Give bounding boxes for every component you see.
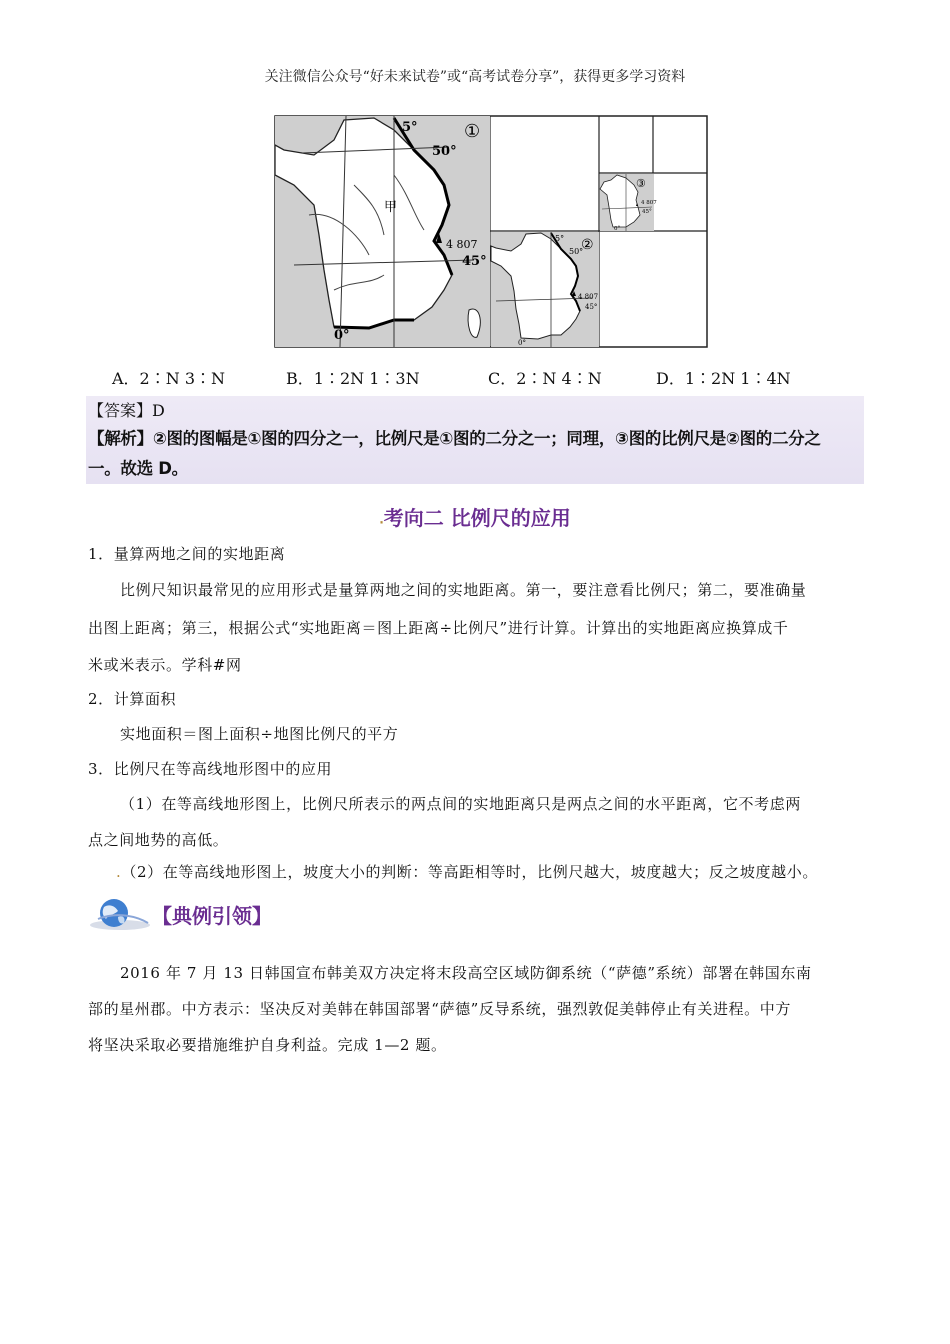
analysis-line-1: ②图的图幅是①图的四分之一，比例尺是①图的二分之一；同理，③图的比例尺是②图的二分之 xyxy=(152,429,821,448)
map1-lat-bottom: 45° xyxy=(462,254,487,269)
globe-icon xyxy=(88,893,152,933)
map2-lat-top: 50° xyxy=(569,247,584,256)
map2-peak: 4 807 xyxy=(578,293,599,301)
answer-value: D xyxy=(152,401,165,420)
item1-paragraph-line-3: 米或米表示。学科#网 xyxy=(88,656,242,674)
item3-paragraph-line-3: .（2）在等高线地形图上，坡度大小的判断：等高距相等时，比例尺越大，坡度越大；反之坡度越小。 xyxy=(116,863,818,881)
section-title: .考向二 比例尺的应用 xyxy=(379,506,571,530)
option-d: D．1∶2N 1∶4N xyxy=(656,369,791,388)
answer-label: 【答案】 xyxy=(88,401,153,420)
example-title: 【典例引领】 xyxy=(152,904,272,928)
analysis-line-2: 一。故选 D。 xyxy=(88,459,188,478)
map2-lat-bottom: 45° xyxy=(585,303,598,311)
item1-paragraph-line-1: 比例尺知识最常见的应用形式是量算两地之间的实地距离。第一，要注意看比例尺；第二，要准确量 xyxy=(120,581,807,599)
map2-lon-bottom: 0° xyxy=(518,339,526,347)
section-title-text: 考向二 比例尺的应用 xyxy=(383,506,571,530)
option-c: C．2∶N 4∶N xyxy=(488,369,602,388)
option-b: B．1∶2N 1∶3N xyxy=(286,369,420,388)
item1-title: 1．量算两地之间的实地距离 xyxy=(88,545,286,563)
item3-paragraph-line-3-text: （2）在等高线地形图上，坡度大小的判断：等高距相等时，比例尺越大，坡度越大；反之坡度越小。 xyxy=(121,863,818,881)
map1-peak: 4 807 xyxy=(446,238,478,251)
map1-label: 甲 xyxy=(384,200,398,215)
analysis-label: 【解析】 xyxy=(88,429,153,448)
example-paragraph-line-3: 将坚决采取必要措施维护自身利益。完成 1—2 题。 xyxy=(88,1036,447,1054)
option-a: A．2∶N 3∶N xyxy=(112,369,226,388)
analysis-block xyxy=(88,424,862,484)
map2-number: ② xyxy=(581,237,594,253)
scale-comparison-figure xyxy=(274,115,710,351)
example-paragraph-line-1: 2016 年 7 月 13 日韩国宣布韩美双方决定将末段高空区域防御系统（“萨德”系统）部署在韩国东南 xyxy=(120,964,812,982)
map1-number: ① xyxy=(464,121,481,142)
map-1 xyxy=(275,116,490,347)
map3-lat-bottom: 45° xyxy=(642,209,652,215)
item3-title: 3．比例尺在等高线地形图中的应用 xyxy=(88,760,333,778)
answer-line xyxy=(88,398,165,421)
map3-lon-bottom: 0° xyxy=(614,226,621,232)
map3-peak: 4 807 xyxy=(641,200,657,206)
map1-lon-bottom: 0° xyxy=(334,328,350,343)
map1-lat-top: 50° xyxy=(432,144,457,159)
map2-lon-top: 5° xyxy=(555,234,565,243)
header-note: 关注微信公众号“好未来试卷”或“高考试卷分享”，获得更多学习资料 xyxy=(264,69,686,85)
item3-paragraph-line-1: （1）在等高线地形图上，比例尺所表示的两点间的实地距离只是两点之间的水平距离，它不考虑两 xyxy=(120,795,801,813)
item2-paragraph: 实地面积＝图上面积÷地图比例尺的平方 xyxy=(120,725,399,743)
item2-title: 2．计算面积 xyxy=(88,690,177,708)
map3-number: ③ xyxy=(636,177,646,190)
example-paragraph-line-2: 部的星州郡。中方表示：坚决反对美韩在韩国部署“萨德”反导系统，强烈敦促美韩停止有关进程。中方 xyxy=(88,1000,791,1018)
item3-paragraph-line-2: 点之间地势的高低。 xyxy=(88,831,229,849)
map1-lon-top: 5° xyxy=(402,120,418,135)
item1-paragraph-line-2: 出图上距离；第三，根据公式“实地距离＝图上距离÷比例尺”进行计算。计算出的实地距离应换算成千 xyxy=(88,619,789,637)
